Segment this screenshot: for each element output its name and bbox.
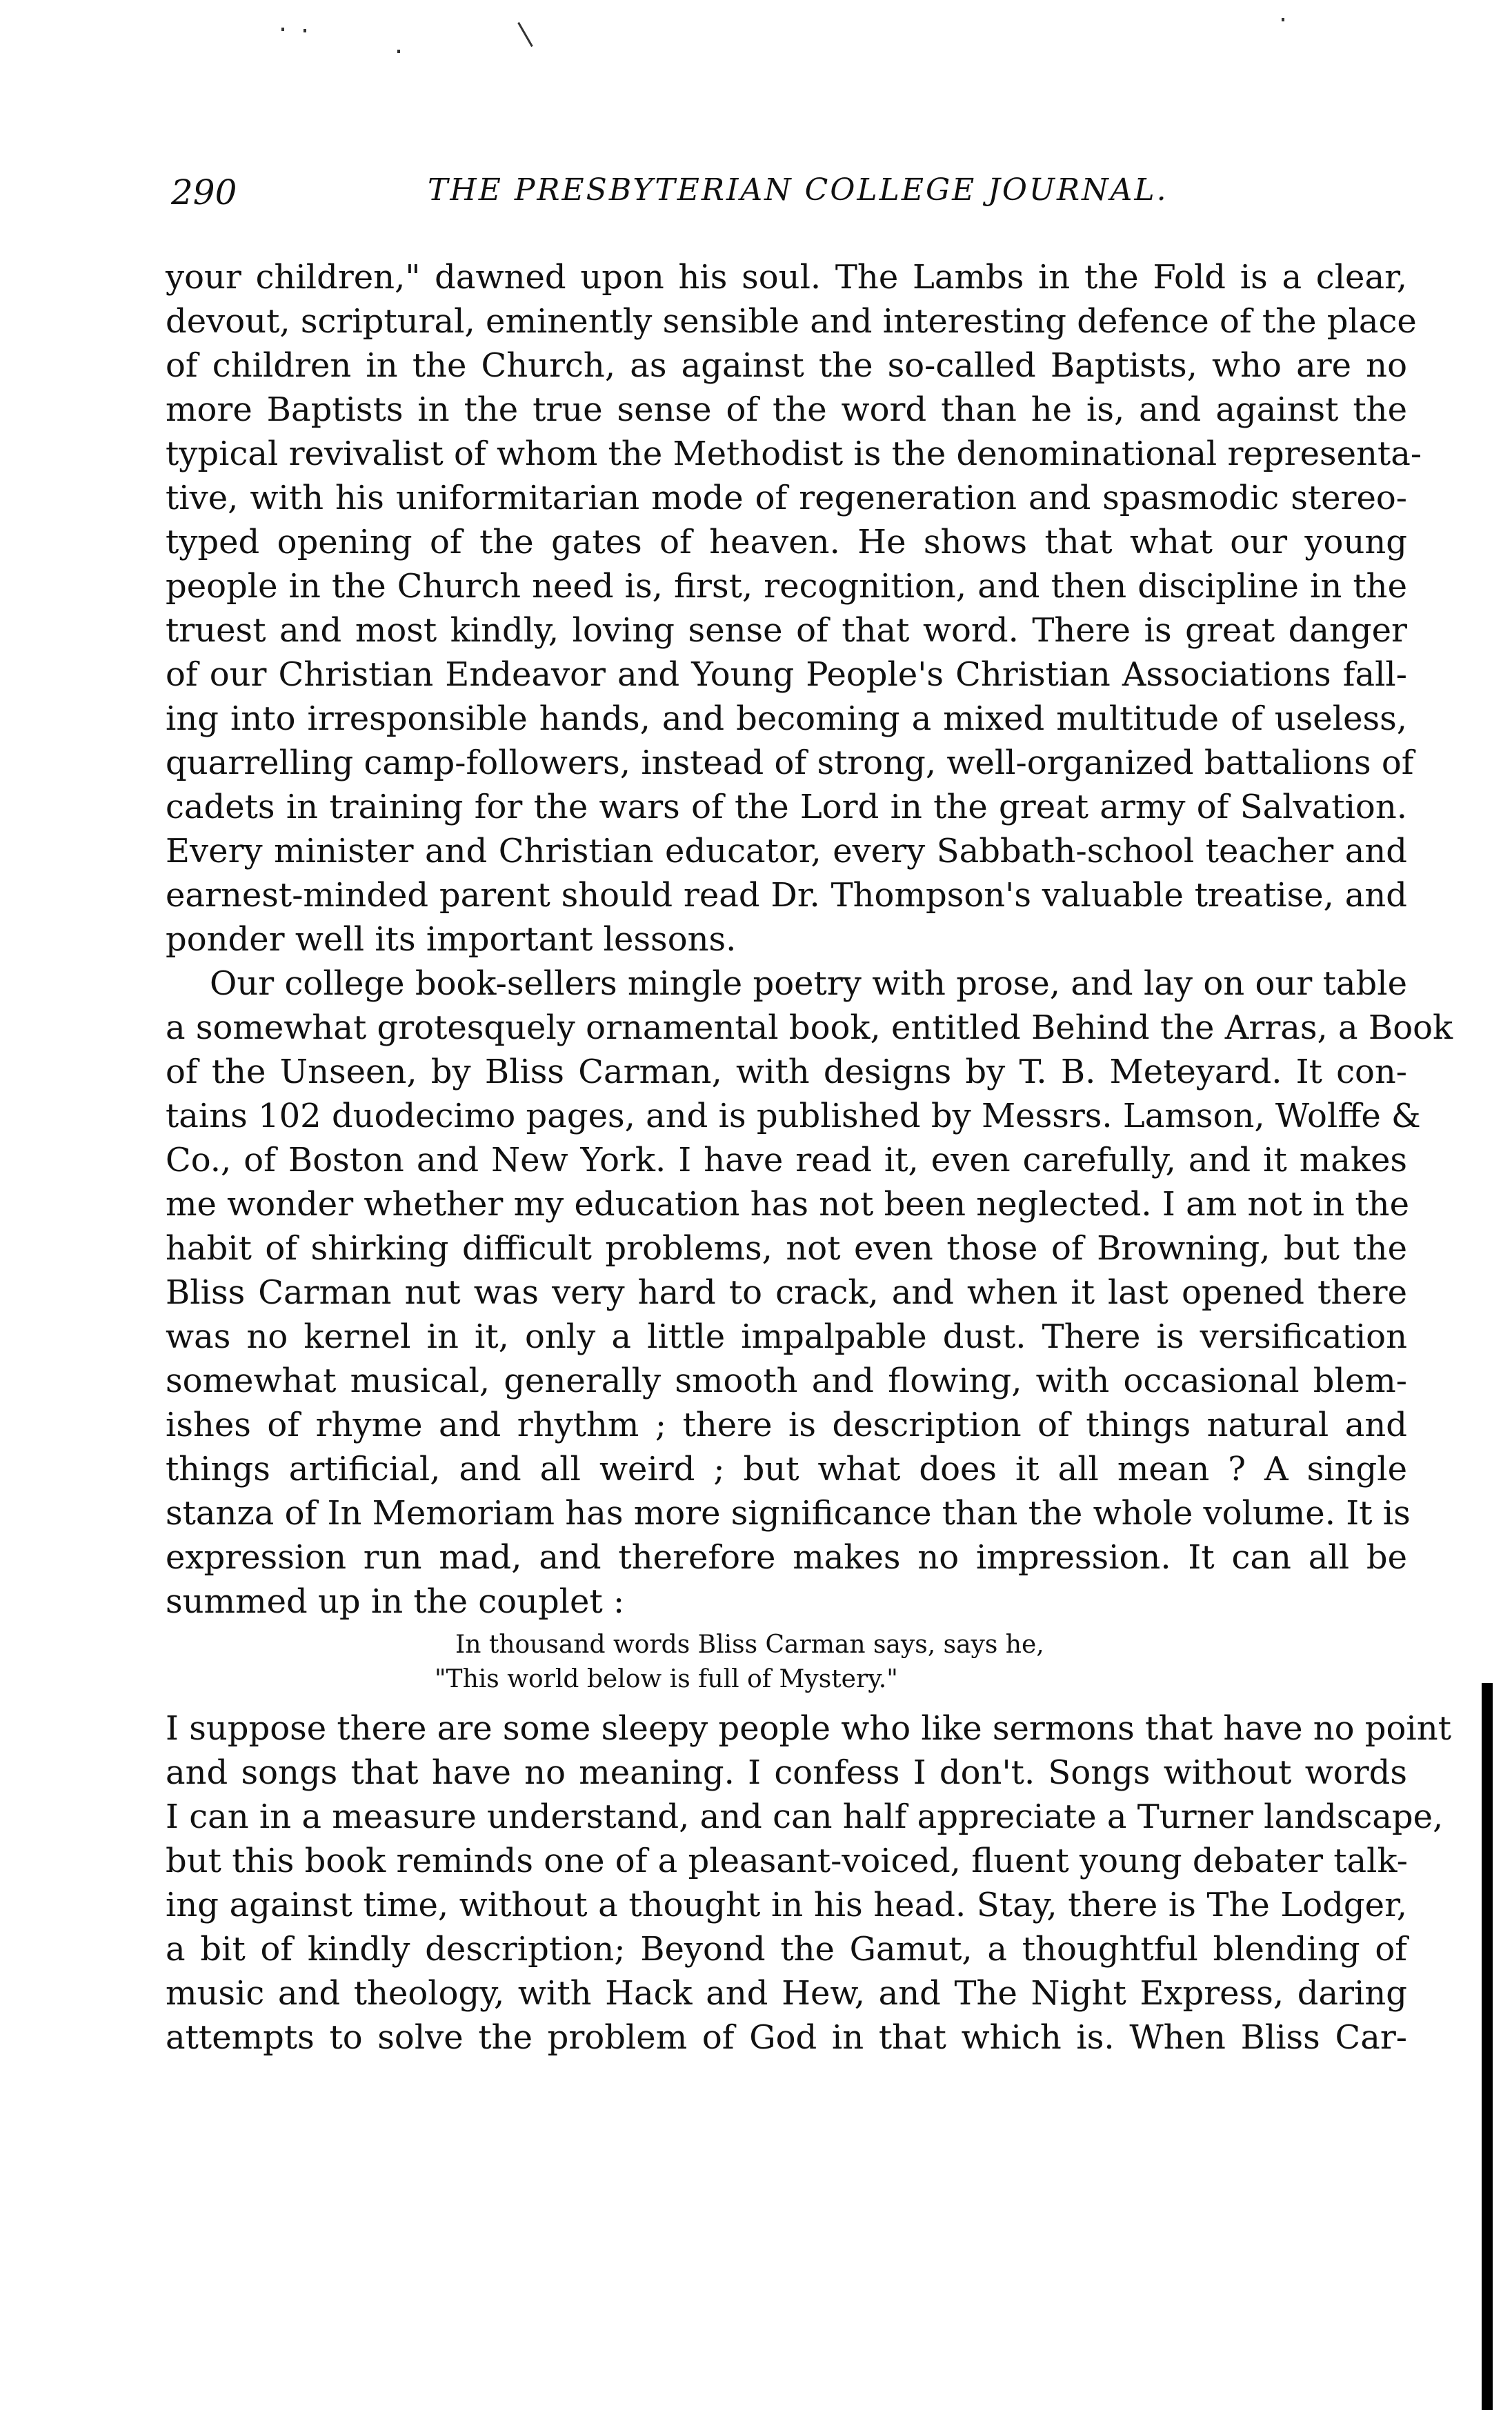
text-line: stanza of In Memoriam has more significance than the whole volume. It is xyxy=(166,1494,1411,1533)
text-line: summed up in the couplet : xyxy=(166,1582,625,1621)
text-line: Bliss Carman nut was very hard to crack, and when it last opened there xyxy=(166,1273,1407,1312)
text-line: expression run mad, and therefore makes no impression. It can all be xyxy=(166,1538,1407,1577)
scan-speck xyxy=(304,29,306,32)
text-line: quarrelling camp-followers, instead of strong, well-organized battalions of xyxy=(166,744,1414,782)
text-line: and songs that have no meaning. I confess I don't. Songs without words xyxy=(166,1753,1407,1792)
text-line: Co., of Boston and New York. I have read it, even carefully, and it makes xyxy=(166,1141,1407,1179)
text-line: ing into irresponsible hands, and becoming a mixed multitude of useless, xyxy=(166,699,1407,738)
verse-line: "This world below is full of Mystery." xyxy=(435,1665,898,1693)
text-line: earnest-minded parent should read Dr. Thompson's valuable treatise, and xyxy=(166,876,1407,915)
text-line: truest and most kindly, loving sense of that word. There is great danger xyxy=(166,611,1407,650)
text-line: your children," dawned upon his soul. The Lambs in the Fold is a clear, xyxy=(166,258,1407,297)
text-line: habit of shirking difficult problems, not even those of Browning, but the xyxy=(166,1229,1407,1268)
paragraph xyxy=(166,962,1453,1624)
paragraph xyxy=(166,255,1422,962)
text-line: typical revivalist of whom the Methodist is the denominational representa- xyxy=(166,435,1422,473)
text-line: devout, scriptural, eminently sensible and interesting defence of the place xyxy=(166,302,1417,341)
text-line: of our Christian Endeavor and Young People's Christian Associations fall- xyxy=(166,655,1407,694)
running-title: THE PRESBYTERIAN COLLEGE JOURNAL. xyxy=(428,172,1168,208)
scan-speck xyxy=(1282,18,1284,21)
paragraph xyxy=(166,1706,1451,2060)
text-line: attempts to solve the problem of God in that which is. When Bliss Car- xyxy=(166,2018,1407,2057)
text-line: tive, with his uniformitarian mode of regeneration and spasmodic stereo- xyxy=(166,479,1407,517)
text-line: ponder well its important lessons. xyxy=(166,920,737,959)
article-body xyxy=(166,255,1453,2060)
text-line: me wonder whether my education has not been neglected. I am not in the xyxy=(166,1185,1409,1224)
text-line: people in the Church need is, first, recognition, and then discipline in the xyxy=(166,567,1407,606)
text-line: of the Unseen, by Bliss Carman, with designs by T. B. Meteyard. It con- xyxy=(166,1053,1407,1091)
text-line: things artificial, and all weird ; but what does it all mean ? A single xyxy=(166,1450,1407,1488)
text-line: but this book reminds one of a pleasant-voiced, fluent young debater talk- xyxy=(166,1842,1408,1880)
text-line: typed opening of the gates of heaven. He shows that what our young xyxy=(166,523,1407,561)
text-line: a somewhat grotesquely ornamental book, entitled Behind the Arras, a Book xyxy=(166,1008,1453,1047)
scan-speck xyxy=(517,22,533,47)
text-line: I can in a measure understand, and can half appreciate a Turner landscape, xyxy=(166,1797,1444,1836)
text-line: more Baptists in the true sense of the word than he is, and against the xyxy=(166,390,1407,429)
verse-couplet xyxy=(166,1628,1407,1697)
text-line: I suppose there are some sleepy people who like sermons that have no point xyxy=(166,1709,1451,1748)
text-line: tains 102 duodecimo pages, and is published by Messrs. Lamson, Wolffe & xyxy=(166,1097,1421,1135)
text-line: ing against time, without a thought in his head. Stay, there is The Lodger, xyxy=(166,1886,1407,1924)
scan-speck xyxy=(397,50,400,53)
text-line: music and theology, with Hack and Hew, and The Night Express, daring xyxy=(166,1974,1407,2013)
page-number: 290 xyxy=(171,172,237,212)
text-line: Every minister and Christian educator, every Sabbath-school teacher and xyxy=(166,832,1407,870)
text-line: somewhat musical, generally smooth and flowing, with occasional blem- xyxy=(166,1362,1407,1400)
text-line: a bit of kindly description; Beyond the Gamut, a thoughtful blending of xyxy=(166,1930,1407,1969)
text-line: of children in the Church, as against the so-called Baptists, who are no xyxy=(166,346,1407,385)
verse-line: In thousand words Bliss Carman says, says he, xyxy=(455,1631,1044,1659)
text-line: ishes of rhyme and rhythm ; there is description of things natural and xyxy=(166,1406,1407,1444)
text-line: was no kernel in it, only a little impalpable dust. There is versification xyxy=(166,1317,1407,1356)
text-line: cadets in training for the wars of the Lord in the great army of Salvation. xyxy=(166,788,1407,826)
scan-speck xyxy=(281,28,284,31)
scan-edge-rule xyxy=(1482,1683,1493,2410)
text-line: Our college book-sellers mingle poetry with prose, and lay on our table xyxy=(210,964,1407,1003)
